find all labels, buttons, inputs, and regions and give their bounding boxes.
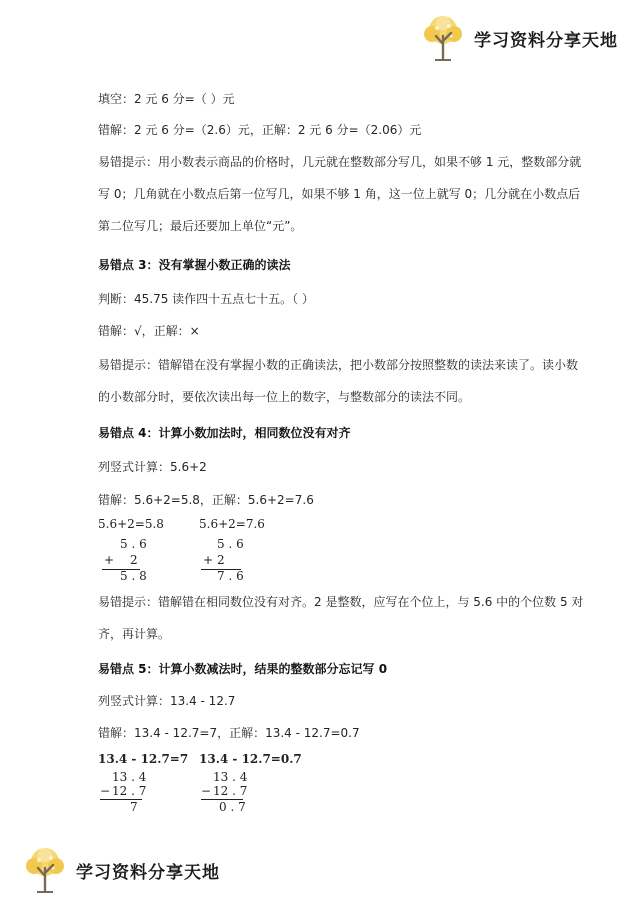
calc-operator: + — [203, 553, 214, 567]
text-line: 列竖式计算：13.4 - 12.7 — [98, 694, 236, 708]
calc-result: 0 . 7 — [219, 800, 246, 814]
calc-bottom: 12 . 7 — [112, 784, 147, 798]
calc-result: 5 . 8 — [120, 569, 147, 583]
brand-header — [420, 14, 618, 62]
vertical-calc-wrong-add — [98, 517, 178, 581]
calc-operator: − — [100, 784, 111, 798]
brand-name: 学习资料分享天地 — [76, 862, 220, 883]
calc-bottom: 2 — [130, 553, 138, 567]
brand-footer — [22, 846, 220, 894]
tree-icon — [22, 846, 68, 894]
vertical-calc-wrong-sub — [98, 752, 188, 816]
tree-icon — [420, 14, 466, 62]
text-line: 第二位写几；最后还要加上单位“元”。 — [98, 219, 303, 233]
vertical-calc-right-add — [199, 517, 279, 581]
calc-equation: 13.4 - 12.7=0.7 — [199, 752, 302, 766]
text-line: 写 0；几角就在小数点后第一位写几，如果不够 1 角，这一位上就写 0；几分就在小数点后 — [98, 187, 581, 201]
section-heading: 易错点 4：计算小数加法时，相同数位没有对齐 — [98, 426, 351, 440]
text-line: 错解：5.6+2=5.8，正解：5.6+2=7.6 — [98, 493, 314, 507]
text-line: 易错提示：错解错在相同数位没有对齐。2 是整数，应写在个位上，与 5.6 中的个位数 5 对 — [98, 595, 584, 609]
calc-top: 13 . 4 — [213, 770, 248, 784]
section-heading: 易错点 5：计算小数减法时，结果的整数部分忘记写 0 — [98, 662, 388, 676]
text-line: 错解：√，正解：× — [98, 324, 200, 338]
calc-operator: − — [201, 784, 212, 798]
vertical-calc-right-sub — [199, 752, 302, 816]
text-line: 错解：2 元 6 分=（2.6）元，正解：2 元 6 分=（2.06）元 — [98, 123, 422, 137]
text-line: 易错提示：错解错在没有掌握小数的正确读法，把小数部分按照整数的读法来读了。读小数 — [98, 358, 579, 372]
calc-result: 7 — [130, 800, 138, 814]
calc-result: 7 . 6 — [217, 569, 244, 583]
text-line: 错解：13.4 - 12.7=7，正解：13.4 - 12.7=0.7 — [98, 726, 360, 740]
calc-operator: + — [104, 553, 115, 567]
calc-equation: 5.6+2=7.6 — [199, 517, 265, 531]
calc-equation: 13.4 - 12.7=7 — [98, 752, 189, 766]
text-line: 的小数部分时，要依次读出每一位上的数字，与整数部分的读法不同。 — [98, 390, 471, 404]
calc-top: 5 . 6 — [217, 537, 244, 551]
text-line: 易错提示：用小数表示商品的价格时，几元就在整数部分写几，如果不够 1 元，整数部分就 — [98, 155, 582, 169]
calc-bottom: 2 — [217, 553, 225, 567]
calc-top: 13 . 4 — [112, 770, 147, 784]
text-line: 填空：2 元 6 分=（ ）元 — [98, 92, 235, 106]
calc-top: 5 . 6 — [120, 537, 147, 551]
calc-equation: 5.6+2=5.8 — [98, 517, 164, 531]
text-line: 列竖式计算：5.6+2 — [98, 460, 207, 474]
text-line: 判断：45.75 读作四十五点七十五。（ ） — [98, 292, 314, 306]
calc-bottom: 12 . 7 — [213, 784, 248, 798]
brand-name: 学习资料分享天地 — [474, 30, 618, 51]
section-heading: 易错点 3：没有掌握小数正确的读法 — [98, 258, 291, 272]
text-line: 齐，再计算。 — [98, 627, 171, 641]
